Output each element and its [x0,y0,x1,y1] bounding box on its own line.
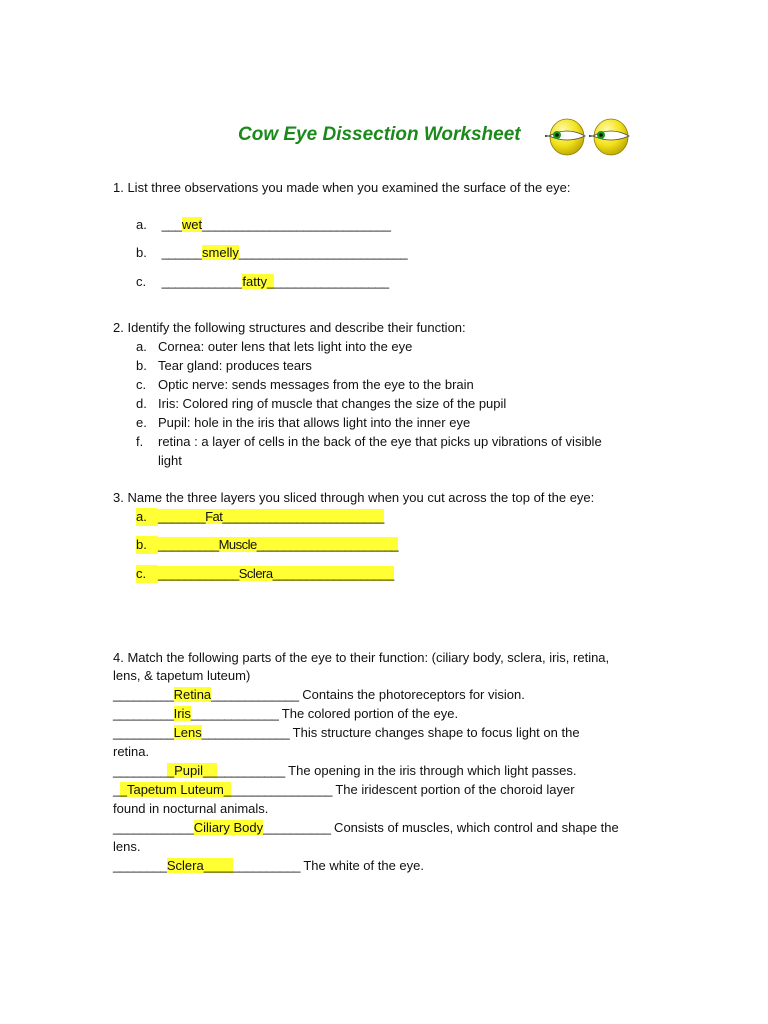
answer-blank: ________ [113,763,167,778]
q2-item-letter: f. [136,434,144,449]
answer-value: ____________Sclera__________________ [158,566,394,581]
match-description: Consists of muscles, which control and shape the [330,820,619,835]
answer-blank: _________ [113,706,174,721]
q2-item [136,338,412,356]
answer-value: wet [181,217,203,232]
answer-value: _________Muscle_____________________ [158,537,399,552]
answer-blank: _____________ [211,687,299,702]
q2-item [136,414,470,432]
q2-item-text: Tear gland: produces tears [158,358,312,373]
q2-question: 2. Identify the following structures and describe their function: [113,320,466,335]
answer-value: smelly [202,245,239,260]
q2-item-letter: e. [136,415,147,430]
answer-value: fatty_ [242,274,275,289]
answer-blank: __________ [263,820,331,835]
answer-value: Iris [173,706,191,721]
answer-blank: _____________ [190,706,279,721]
q1-answer-letter: c. [136,274,147,289]
q2-item-text: Iris: Colored ring of muscle that changes the size of the pupil [158,396,507,411]
answer-value: _Tapetum Luteum_ [119,782,232,797]
answer-blank: ____________________________ [202,217,391,232]
q1-answer-letter: b. [136,245,147,260]
answer-value: Sclera____ [166,858,233,873]
answer-blank: _____________ [201,725,290,740]
q4-match-continuation: found in nocturnal animals. [113,801,269,816]
answer-value: Lens [173,725,202,740]
answer-blank: ____________ [113,820,194,835]
answer-blank: _________________________ [238,245,408,260]
answer-blank: __________ [217,763,285,778]
q4-question: 4. Match the following parts of the eye to their function: (ciliary body, sclera, iris, retina, [113,650,610,665]
q1-answer-a [136,216,391,234]
q3-answer-b [136,536,398,554]
q4-match-item [113,705,458,723]
answer-blank: __________ [232,858,300,873]
q2-item-text: Pupil: hole in the iris that allows light into the inner eye [158,415,471,430]
q2-item [136,395,506,413]
answer-blank: ______ [161,245,203,260]
page-title: Cow Eye Dissection Worksheet [238,124,521,145]
q3-question: 3. Name the three layers you sliced through when you cut across the top of the eye: [113,490,595,505]
q4-match-item [113,724,580,742]
match-description: Contains the photoreceptors for vision. [298,687,525,702]
match-description: This structure changes shape to focus light on the [289,725,580,740]
answer-blank: _________ [113,725,174,740]
answer-value: Ciliary Body [193,820,264,835]
q4-match-continuation: lens. [113,839,141,854]
q2-item [136,433,602,451]
q2-item-letter: d. [136,396,147,411]
match-description: The white of the eye. [299,858,424,873]
answer-value: _Pupil__ [166,763,218,778]
q3-answer-letter: a. [136,508,158,526]
answer-blank: _________________ [274,274,389,289]
q2-item-letter: a. [136,339,147,354]
answer-blank: ________ [113,858,167,873]
q3-answer-letter: b. [136,536,158,554]
q1-answer-c [136,273,389,291]
q2-item-letter: b. [136,358,147,373]
q1-answer-letter: a. [136,217,147,232]
answer-value: _______Fat________________________ [158,509,384,524]
q4-match-item [113,762,576,780]
match-description: The opening in the iris through which light passes. [284,763,577,778]
q4-match-item [113,686,525,704]
q3-answer-letter: c. [136,565,158,583]
q2-item-text: Cornea: outer lens that lets light into the eye [158,339,413,354]
q2-item-continuation: light [158,453,182,468]
q4-match-item [113,819,619,837]
q2-item [136,376,474,394]
answer-blank: ____________ [161,274,243,289]
q2-item-letter: c. [136,377,147,392]
match-description: The iridescent portion of the choroid layer [331,782,575,797]
match-description: The colored portion of the eye. [278,706,459,721]
q3-answer-a [136,508,384,526]
answer-value: Retina [173,687,212,702]
q1-answer-b [136,244,407,262]
q1-question: 1. List three observations you made when you examined the surface of the eye: [113,180,571,195]
q3-answer-c [136,565,394,583]
answer-blank: _________ [113,687,174,702]
q2-item-text: Optic nerve: sends messages from the eye to the brain [158,377,474,392]
q4-match-item [113,857,424,875]
q2-item-text: retina : a layer of cells in the back of the eye that picks up vibrations of visible [158,434,602,449]
cartoon-eyes-icon [543,114,643,158]
q2-item [136,357,312,375]
q4-match-item [113,781,575,799]
answer-blank: ___ [161,217,182,232]
answer-blank: _ [113,782,120,797]
q4-match-continuation: retina. [113,744,150,759]
q4-question-continuation: lens, & tapetum luteum) [113,668,251,683]
answer-blank: _______________ [231,782,332,797]
